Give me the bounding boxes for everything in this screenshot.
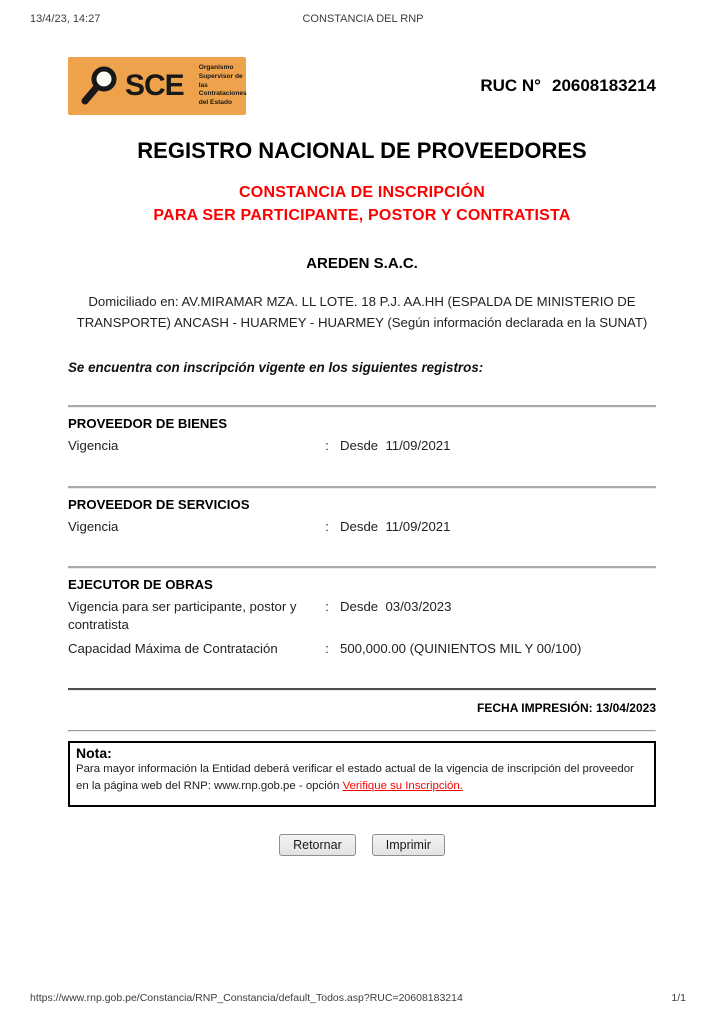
intro-line: Se encuentra con inscripción vigente en los siguientes registros: — [68, 360, 484, 376]
field-label: Vigencia — [68, 518, 119, 534]
ruc-number — [480, 76, 656, 96]
note-box — [68, 741, 656, 806]
return-button[interactable]: Retornar — [279, 834, 356, 856]
section-proveedor-de-servicios — [68, 497, 656, 536]
field-label: Capacidad Máxima de Contratación — [68, 641, 278, 657]
divider — [68, 486, 656, 488]
field-row — [68, 598, 656, 634]
certificate-body — [68, 0, 656, 856]
magnifier-icon — [80, 64, 120, 108]
print-button[interactable]: Imprimir — [372, 834, 445, 856]
logo-tagline-line: Organismo — [198, 63, 234, 71]
verify-inscription-link[interactable]: Verifique su Inscripción. — [342, 780, 463, 793]
logo-tagline — [199, 64, 247, 108]
field-value: Desde 11/09/2021 — [340, 518, 451, 534]
note-text-body: Para mayor información la Entidad deberá verificar el estado actual de la vigencia de inscripción del proveedor en la página web del RNP: www.rnp.gob.pe - opción — [76, 763, 634, 793]
field-separator: : — [325, 518, 329, 534]
divider — [68, 688, 656, 690]
section-title: PROVEEDOR DE SERVICIOS — [68, 496, 250, 512]
field-value: Desde 03/03/2023 — [340, 598, 452, 614]
section-ejecutor-de-obras — [68, 577, 656, 659]
logo-tagline-line: del Estado — [198, 99, 233, 107]
section-proveedor-de-bienes — [68, 416, 656, 455]
brand-row — [68, 57, 656, 115]
osce-logo — [68, 57, 246, 115]
print-doc-title: CONSTANCIA DEL RNP — [302, 13, 424, 25]
field-value: 500,000.00 (QUINIENTOS MIL Y 00/100) — [340, 641, 582, 657]
divider — [68, 730, 656, 732]
action-buttons — [68, 834, 656, 856]
note-text — [76, 761, 646, 795]
divider — [68, 405, 656, 407]
note-title: Nota: — [76, 745, 112, 762]
field-row — [68, 518, 656, 536]
print-date: FECHA IMPRESIÓN: 13/04/2023 — [477, 701, 656, 716]
logo-tagline-line: Supervisor de las — [198, 72, 243, 89]
company-name: AREDEN S.A.C. — [306, 255, 418, 273]
browser-print-footer — [30, 992, 686, 1004]
subtitle-line-2: PARA SER PARTICIPANTE, POSTOR Y CONTRATISTA — [153, 207, 571, 225]
field-separator: : — [325, 438, 329, 454]
logo-tagline-line: Contrataciones — [198, 90, 247, 98]
subtitle-line-1: CONSTANCIA DE INSCRIPCIÓN — [239, 184, 485, 201]
page-number: 1/1 — [671, 992, 686, 1004]
field-separator: : — [325, 641, 329, 657]
field-row — [68, 437, 656, 455]
field-value: Desde 11/09/2021 — [340, 438, 451, 454]
logo-brand-text: SCE — [125, 69, 184, 102]
company-address: Domiciliado en: AV.MIRAMAR MZA. LL LOTE. 18 P.J. AA.HH (ESPALDA DE MINISTERIO DE TRANSPORTE) ANCASH - HUARMEY - HUARMEY (Según información declarada en la SUNAT) — [76, 294, 648, 330]
ruc-label: RUC N° — [480, 76, 541, 95]
section-title: PROVEEDOR DE BIENES — [68, 416, 228, 432]
certificate-subtitle — [68, 181, 656, 227]
ruc-value: 20608183214 — [551, 76, 656, 95]
divider — [68, 566, 656, 568]
field-row — [68, 640, 656, 658]
field-separator: : — [325, 598, 329, 614]
page-title: REGISTRO NACIONAL DE PROVEEDORES — [137, 138, 587, 163]
field-label: Vigencia para ser participante, postor y contratista — [68, 598, 297, 632]
section-title: EJECUTOR DE OBRAS — [68, 576, 213, 592]
field-label: Vigencia — [68, 438, 119, 454]
print-datetime: 13/4/23, 14:27 — [30, 13, 101, 25]
print-url: https://www.rnp.gob.pe/Constancia/RNP_Constancia/default_Todos.asp?RUC=20608183214 — [30, 992, 463, 1004]
